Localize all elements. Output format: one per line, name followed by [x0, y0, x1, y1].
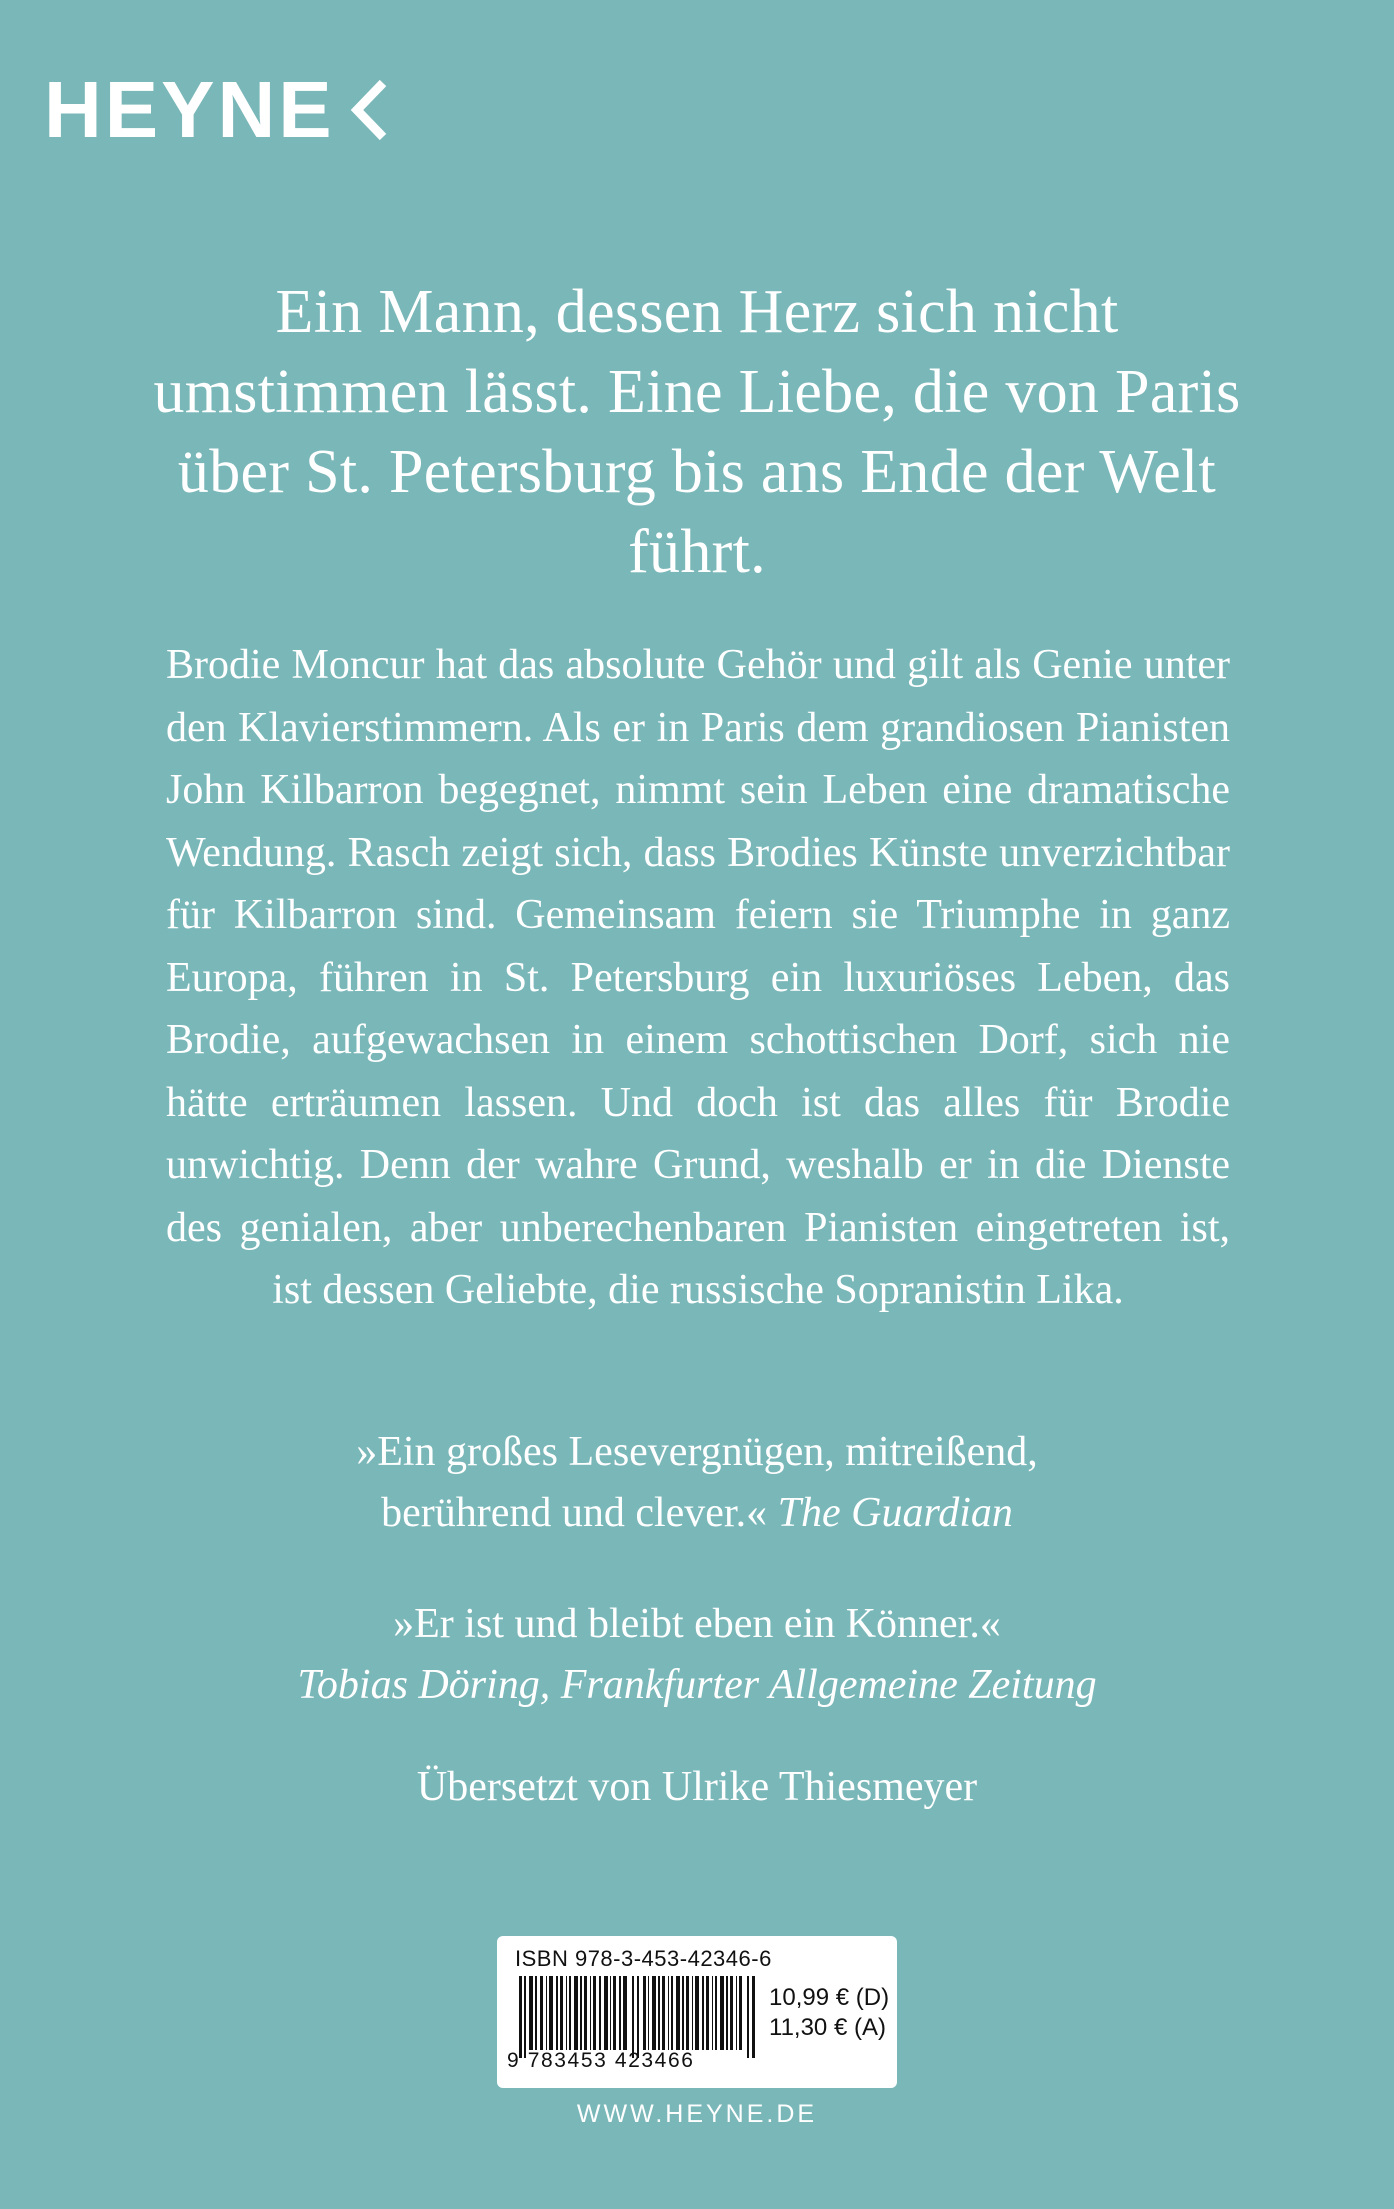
price-germany: 10,99 € (D) [769, 1984, 890, 2011]
barcode-label [497, 1936, 897, 2088]
isbn-label: ISBN 978-3-453-42346-6 [515, 1946, 772, 1971]
review-quote-faz [150, 1594, 1244, 1716]
blurb: Brodie Moncur hat das absolute Gehör und gilt als Genie unter den Klavierstimmern. Als er in Paris dem grandiosen Pianisten John Kilbarron begegnet, nimmt sein Leben eine dramatische Wendung. Rasch zeigt sich, dass Brodies Künste unverzichtbar für Kilbarron sind. Gemeinsam feiern sie Triumphe in ganz Europa, führen in St. Petersburg ein luxuriöses Leben, das Brodie, aufgewachsen in einem schottischen Dorf, sich nie hätte erträumen lassen. Und doch ist das alles für Brodie unwichtig. Denn der wahre Grund, weshalb er in die Dienste des genialen, aber unberechenbaren Pianisten eingetreten ist, ist dessen Geliebte, die russische Sopranistin Lika. [166, 642, 1230, 1313]
quote-source: Tobias Döring, Frankfurter Allgemeine Zeitung [297, 1662, 1097, 1708]
heyne-chevron-icon [349, 79, 389, 141]
publisher-website[interactable]: WWW.HEYNE.DE [576, 2100, 818, 2128]
translator-credit: Übersetzt von Ulrike Thiesmeyer [416, 1764, 978, 1810]
quote-source: The Guardian [777, 1490, 1013, 1536]
barcode-digits: 9 783453 423466 [507, 2049, 695, 2072]
price-austria: 11,30 € (A) [769, 2014, 886, 2041]
quote-text: berührend und clever.« [381, 1490, 768, 1536]
headline: Ein Mann, dessen Herz sich nicht umstimmen lässt. Eine Liebe, die von Paris über St. Petersburg bis ans Ende der Welt führt. [153, 278, 1241, 586]
publisher-logo-text: HEYNE [44, 65, 335, 154]
quote-text: »Er ist und bleibt eben ein Könner.« [393, 1601, 1001, 1647]
barcode-icon [519, 1976, 759, 2058]
review-quote-guardian [150, 1422, 1244, 1544]
quote-text: »Ein großes Lesevergnügen, mitreißend, [356, 1429, 1038, 1475]
publisher-logo [44, 65, 389, 154]
